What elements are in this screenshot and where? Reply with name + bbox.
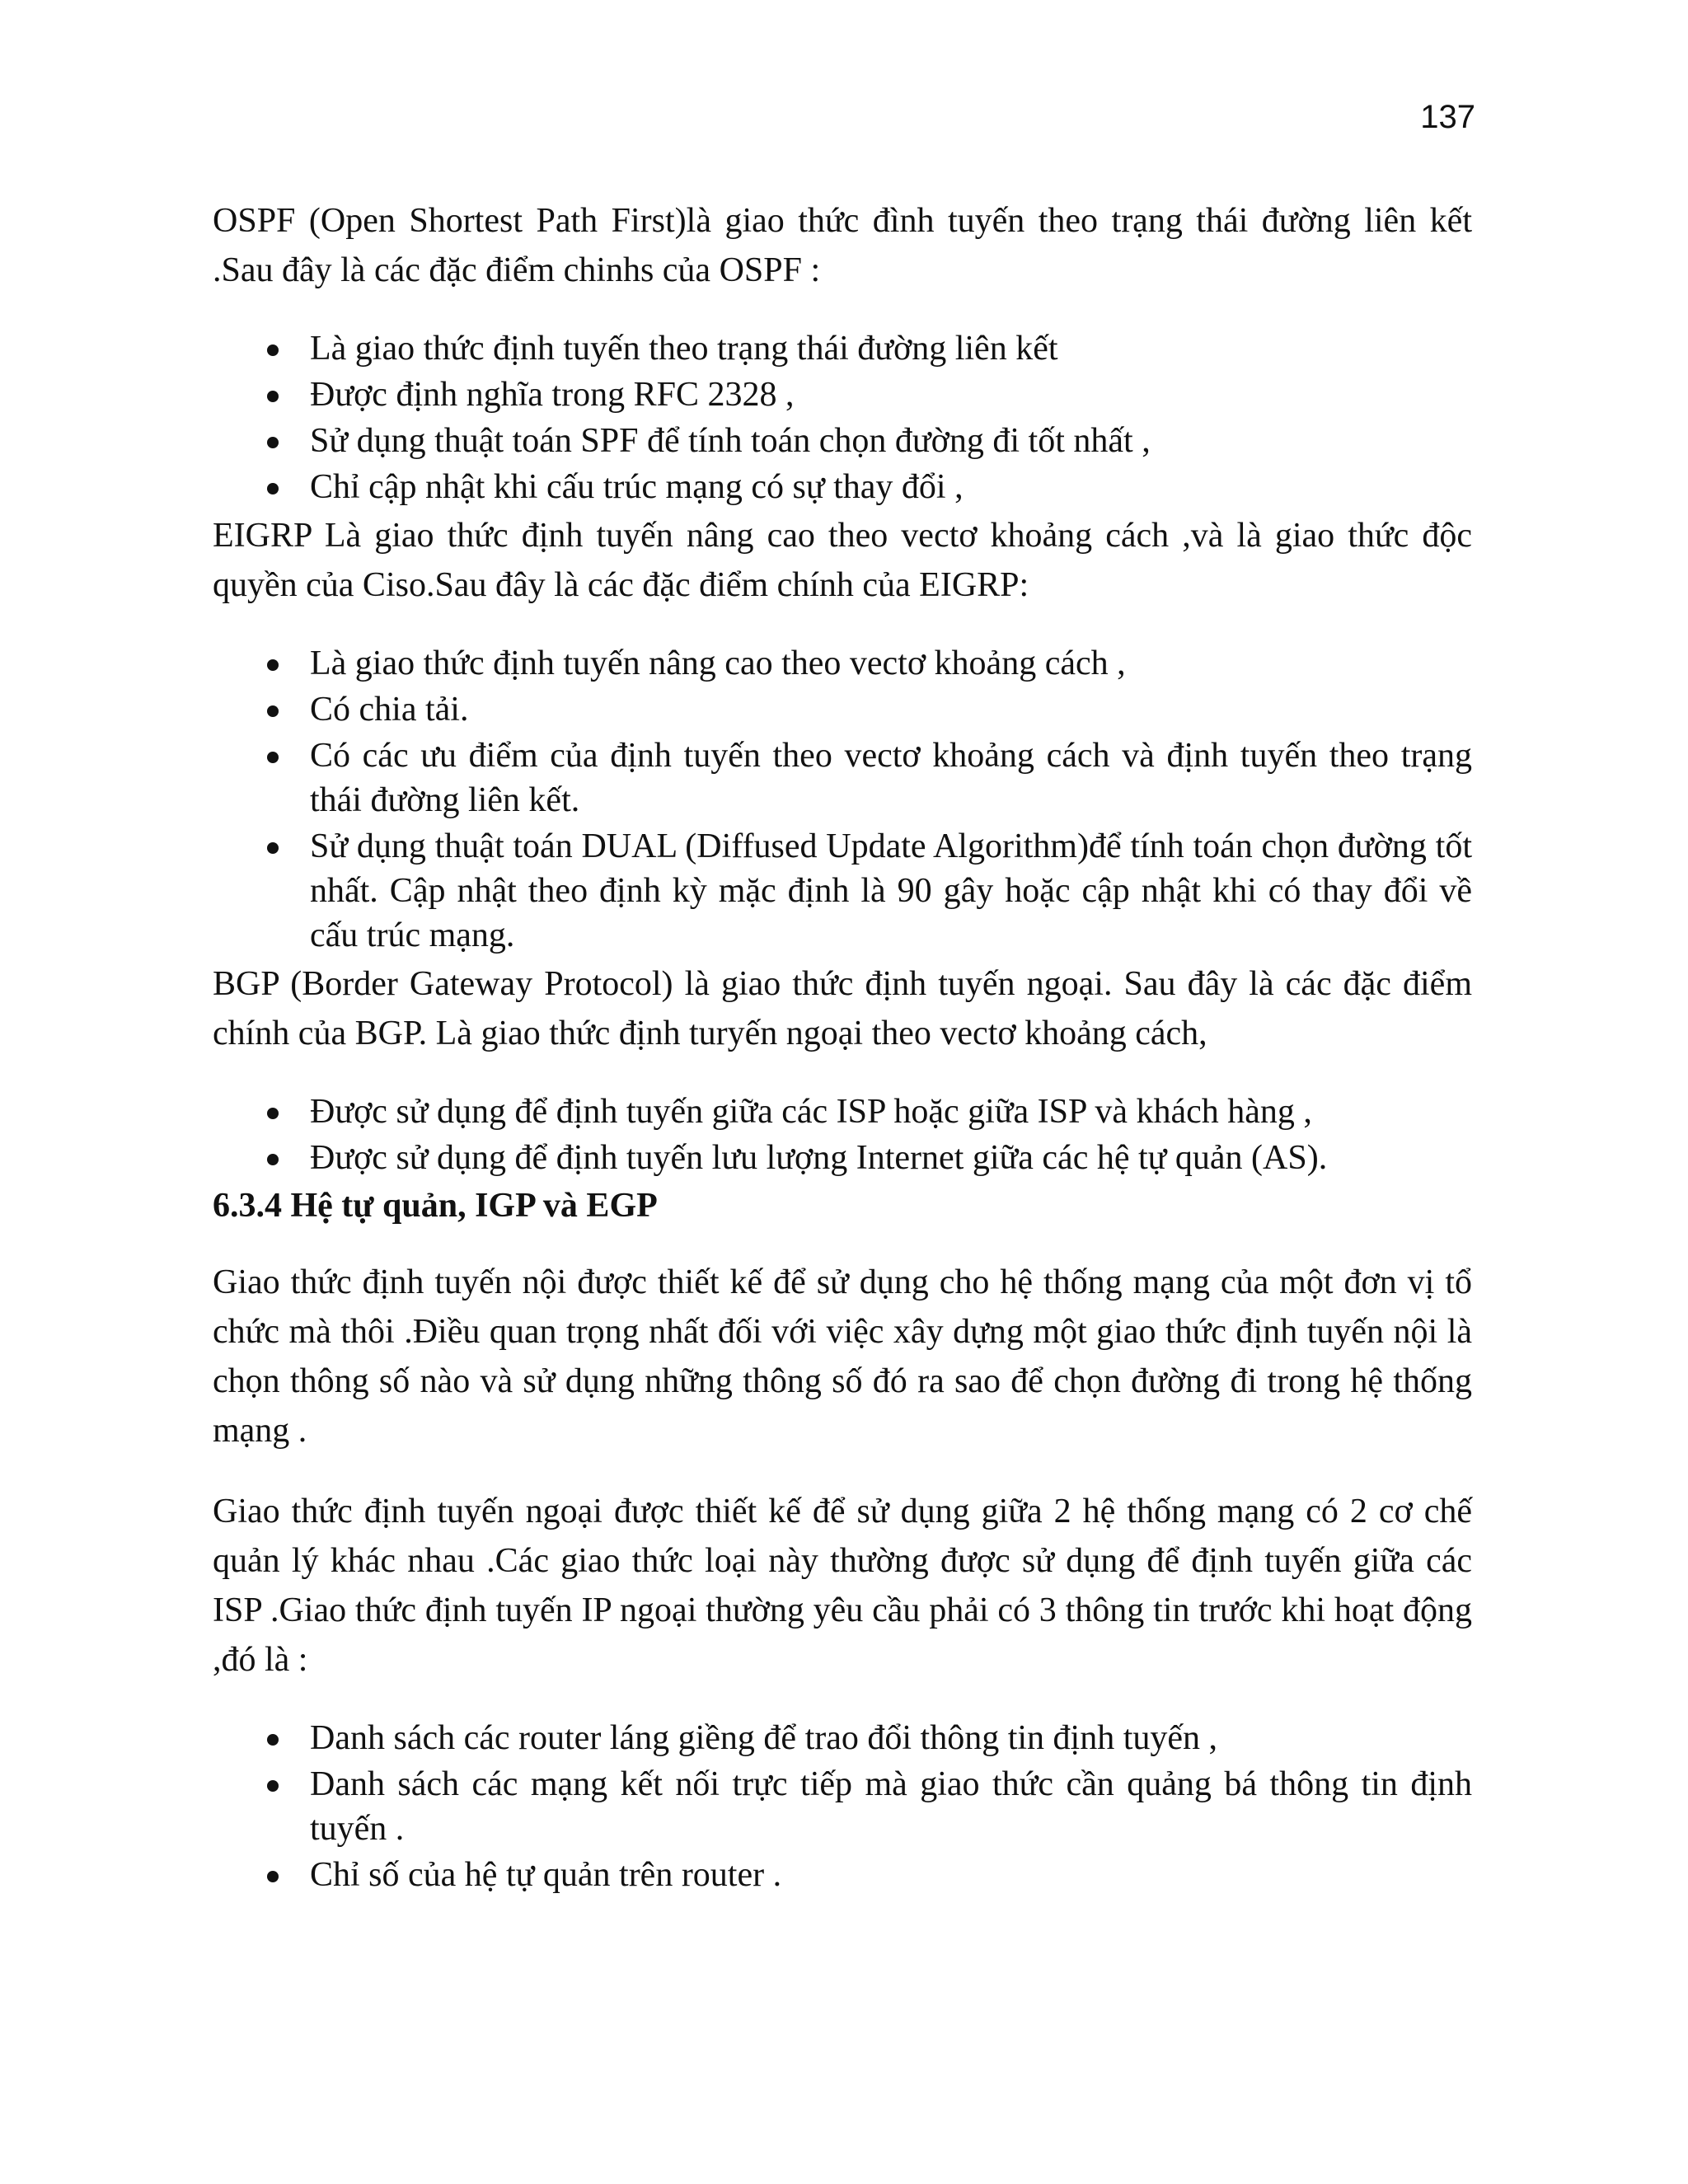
egp-requirements-list bbox=[213, 1716, 1472, 1897]
bullet-icon bbox=[267, 1780, 279, 1792]
bullet-icon bbox=[267, 1871, 279, 1882]
bullet-icon bbox=[267, 752, 279, 763]
document-body bbox=[213, 196, 1472, 1899]
bgp-features-list bbox=[213, 1090, 1472, 1180]
paragraph-igp: Giao thức định tuyến nội được thiết kế để sử dụng cho hệ thống mạng của một đơn vị tổ chức mà thôi .Điều quan trọng nhất đối với việc xây dựng một giao thức định tuyến nội là chọn thông số nào và sử dụng những thông số đó ra sao để chọn đường đi trong hệ thống mạng . bbox=[213, 1263, 1472, 1450]
bullet-icon bbox=[267, 842, 279, 854]
list-item: Được sử dụng để định tuyến lưu lượng Internet giữa các hệ tự quản (AS). bbox=[213, 1136, 1472, 1180]
list-item: Danh sách các router láng giềng để trao đổi thông tin định tuyến , bbox=[213, 1716, 1472, 1760]
bullet-icon bbox=[267, 659, 279, 671]
list-item: Là giao thức định tuyến nâng cao theo vectơ khoảng cách , bbox=[213, 641, 1472, 686]
list-item: Chỉ cập nhật khi cấu trúc mạng có sự thay đổi , bbox=[213, 465, 1472, 509]
ospf-features-list bbox=[213, 326, 1472, 509]
bullet-icon bbox=[267, 344, 279, 356]
page-number: 137 bbox=[1420, 99, 1475, 135]
bullet-icon bbox=[267, 391, 279, 402]
bullet-icon bbox=[267, 483, 279, 494]
list-item: Là giao thức định tuyến theo trạng thái đường liên kết bbox=[213, 326, 1472, 371]
list-item: Sử dụng thuật toán SPF để tính toán chọn đường đi tốt nhất , bbox=[213, 419, 1472, 463]
section-heading: 6.3.4 Hệ tự quản, IGP và EGP bbox=[213, 1187, 658, 1225]
bullet-icon bbox=[267, 705, 279, 717]
bullet-icon bbox=[267, 437, 279, 448]
list-item: Chỉ số của hệ tự quản trên router . bbox=[213, 1853, 1472, 1897]
bullet-icon bbox=[267, 1734, 279, 1746]
list-item: Sử dụng thuật toán DUAL (Diffused Update Algorithm)để tính toán chọn đường tốt nhất. Cập nhật theo định kỳ mặc định là 90 gây hoặc cập nhật khi có thay đổi về cấu trúc mạng. bbox=[213, 824, 1472, 958]
list-item: Có các ưu điểm của định tuyến theo vectơ khoảng cách và định tuyến theo trạng thái đường liên kết. bbox=[213, 733, 1472, 823]
paragraph-bgp-intro: BGP (Border Gateway Protocol) là giao thức định tuyến ngoại. Sau đây là các đặc điểm chính của BGP. Là giao thức định turyến ngoại theo vectơ khoảng cách, bbox=[213, 965, 1472, 1052]
paragraph-egp: Giao thức định tuyến ngoại được thiết kế để sử dụng giữa 2 hệ thống mạng có 2 cơ chế quản lý khác nhau .Các giao thức loại này thường được sử dụng để định tuyến giữa các ISP .Giao thức định tuyến IP ngoại thường yêu cầu phải có 3 thông tin trước khi hoạt động ,đó là : bbox=[213, 1493, 1472, 1679]
list-item: Được định nghĩa trong RFC 2328 , bbox=[213, 373, 1472, 417]
bullet-icon bbox=[267, 1108, 279, 1119]
list-item: Có chia tải. bbox=[213, 687, 1472, 732]
paragraph-eigrp-intro: EIGRP Là giao thức định tuyến nâng cao theo vectơ khoảng cách ,và là giao thức độc quyền của Ciso.Sau đây là các đặc điểm chính của EIGRP: bbox=[213, 517, 1472, 604]
bullet-icon bbox=[267, 1154, 279, 1165]
list-item: Danh sách các mạng kết nối trực tiếp mà giao thức cần quảng bá thông tin định tuyến . bbox=[213, 1762, 1472, 1851]
list-item: Được sử dụng để định tuyến giữa các ISP hoặc giữa ISP và khách hàng , bbox=[213, 1090, 1472, 1134]
paragraph-ospf-intro: OSPF (Open Shortest Path First)là giao thức đình tuyến theo trạng thái đường liên kết .Sau đây là các đặc điểm chinhs của OSPF : bbox=[213, 202, 1472, 289]
eigrp-features-list bbox=[213, 641, 1472, 958]
